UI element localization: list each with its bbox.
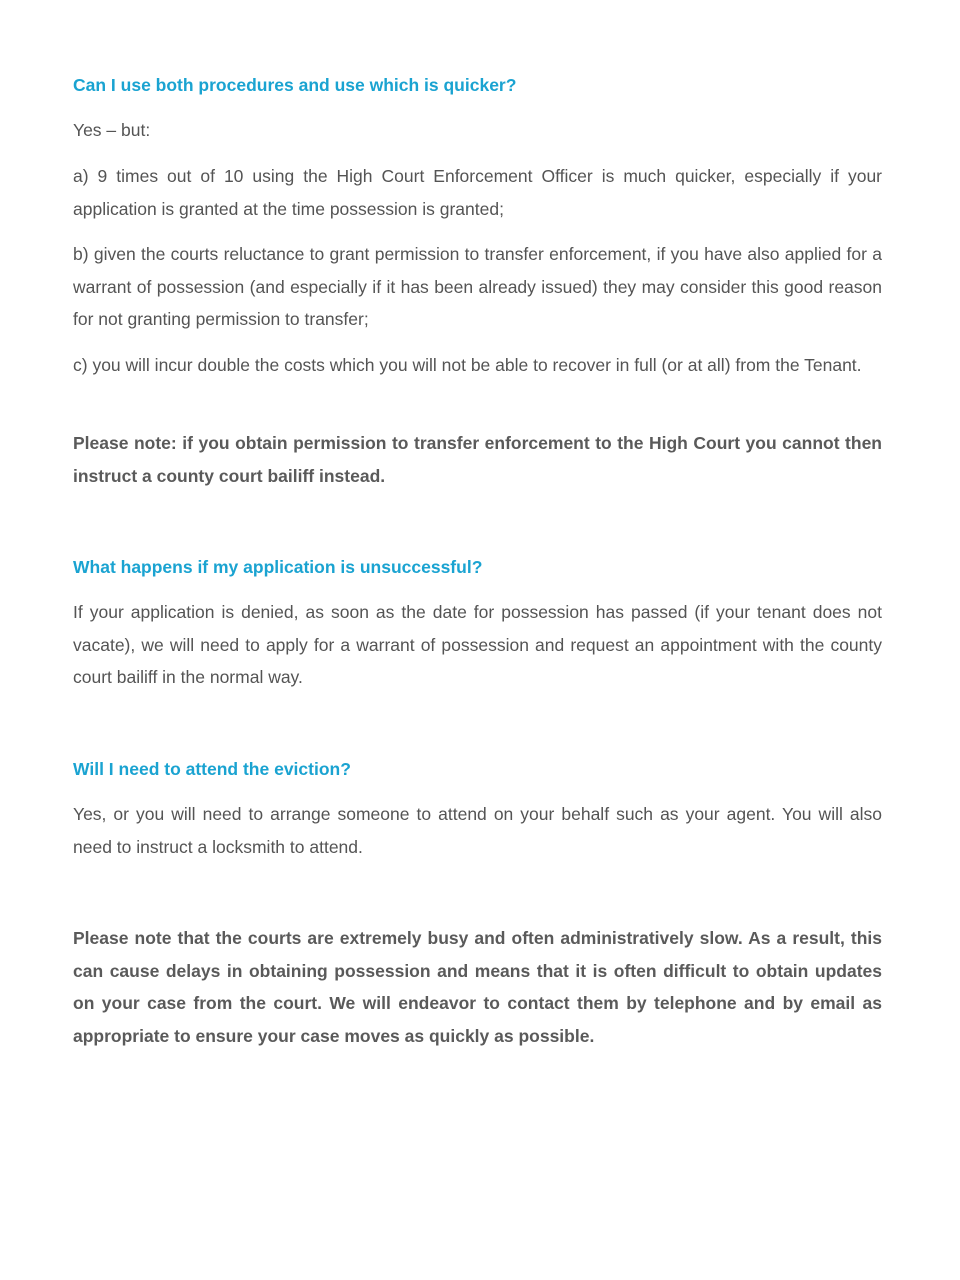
paragraph-attend-eviction: Yes, or you will need to arrange someone to attend on your behalf such as your agent. You will also need to instruct a locksmith to attend.: [73, 804, 882, 857]
section-heading-use-both-procedures: Can I use both procedures and use which is quicker?: [73, 75, 517, 95]
paragraph-point-c: c) you will incur double the costs which you will not be able to recover in full (or at all) from the Tenant.: [73, 355, 862, 375]
paragraph-point-b: b) given the courts reluctance to grant permission to transfer enforcement, if you have also applied for a warrant of possession (and especially if it has been already issued) they may consider this good reason for not granting permission to transfer;: [73, 244, 882, 329]
closing-note-courts-busy: Please note that the courts are extremely busy and often administratively slow. As a result, this can cause delays in obtaining possession and means that it is often difficult to obtain updates on your case from the court. We will endeavor to contact them by telephone and by email as appropriate to ensure your case moves as quickly as possible.: [73, 928, 882, 1046]
paragraph-yes-but: Yes – but:: [73, 120, 151, 140]
section-heading-attend-eviction: Will I need to attend the eviction?: [73, 759, 351, 779]
paragraph-application-denied: If your application is denied, as soon as the date for possession has passed (if your tenant does not vacate), we will need to apply for a warrant of possession and request an appointment with the county court bailiff in the normal way.: [73, 602, 882, 687]
paragraph-point-a: a) 9 times out of 10 using the High Court Enforcement Officer is much quicker, especially if your application is granted at the time possession is granted;: [73, 166, 882, 219]
note-transfer-enforcement: Please note: if you obtain permission to transfer enforcement to the High Court you cannot then instruct a county court bailiff instead.: [73, 433, 882, 486]
section-heading-application-unsuccessful: What happens if my application is unsuccessful?: [73, 557, 483, 577]
